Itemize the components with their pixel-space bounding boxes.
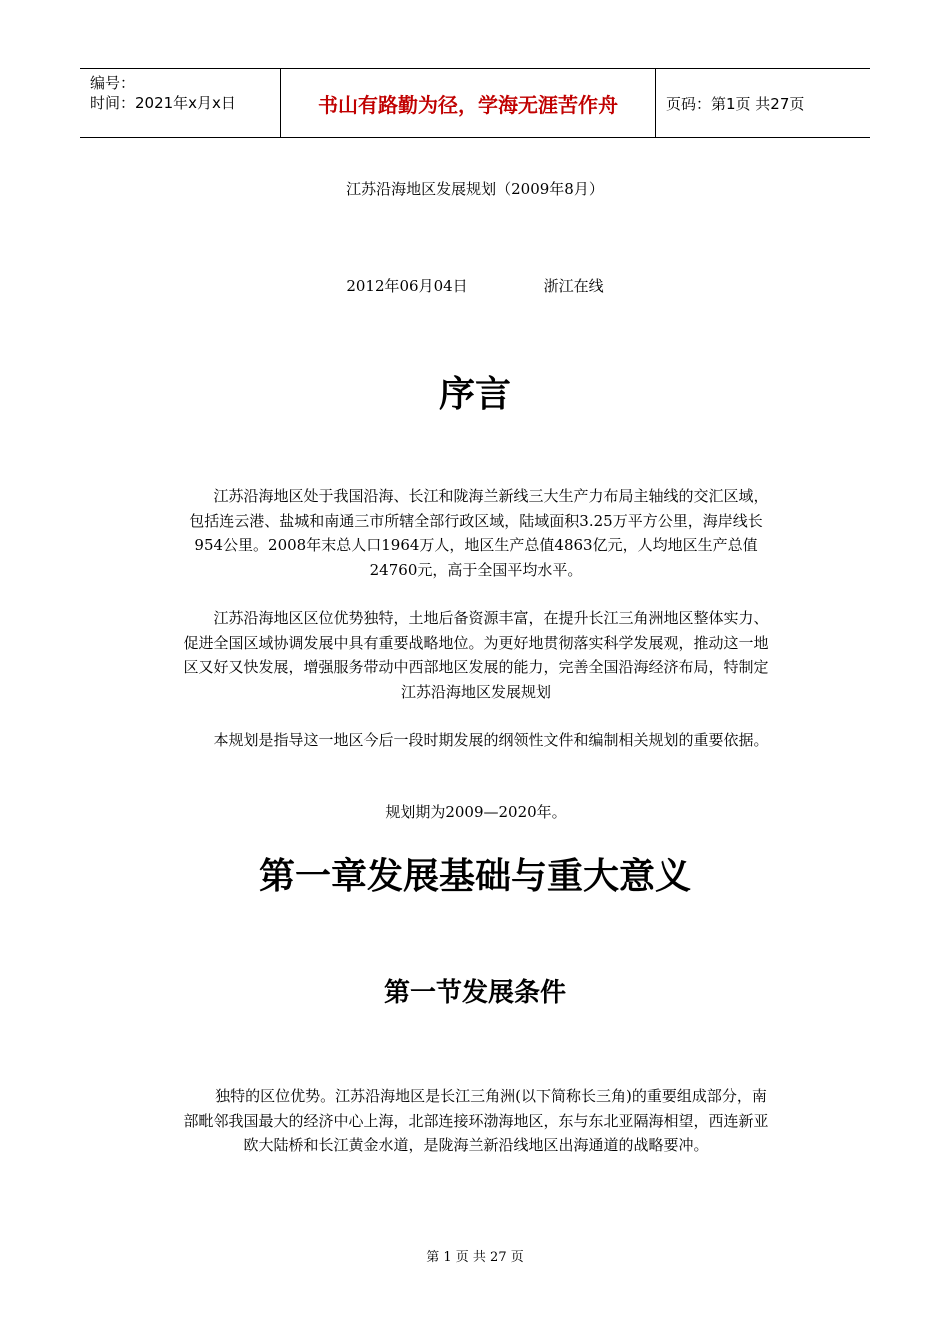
chapter-title: 第一章发展基础与重大意义	[258, 856, 691, 897]
section-title: 第一节发展条件	[383, 978, 566, 1008]
header-motto: 书山有路勤为径，学海无涯苦作舟	[280, 69, 656, 137]
header-meta	[80, 69, 280, 137]
section-paragraph: 独特的区位优势。江苏沿海地区是长江三角洲(以下简称长三角)的重要组成部分，南部毗邻我国最大的经济中心上海，北部连接环渤海地区，东与东北亚隔海相望，西连新亚欧大陆桥和长江黄金水道，是陇海兰新沿线地区出海通道的战略要冲。	[183, 1087, 769, 1154]
time-label: 时间：2021年x月x日	[90, 94, 236, 112]
publish-source: 浙江在线	[543, 277, 604, 295]
page-header	[80, 68, 870, 138]
page-footer: 第 1 页 共 27 页	[426, 1250, 524, 1265]
preface-paragraph-2: 江苏沿海地区区位优势独特，土地后备资源丰富，在提升长江三角洲地区整体实力、促进全国区域协调发展中具有重要战略地位。为更好地贯彻落实科学发展观，推动这一地区又好又快发展，增强服务带动中西部地区发展的能力，完善全国沿海经济布局，特制定江苏沿海地区发展规划	[183, 609, 769, 701]
publish-date: 2012年06月04日	[346, 277, 468, 295]
preface-paragraph-3: 本规划是指导这一地区今后一段时期发展的纲领性文件和编制相关规划的重要依据。	[213, 731, 769, 749]
document-subtitle: 江苏沿海地区发展规划（2009年8月）	[346, 180, 604, 198]
header-page-code: 页码：第1页 共27页	[666, 94, 805, 113]
preface-title: 序言	[438, 374, 511, 415]
preface-paragraph-4: 规划期为2009—2020年。	[385, 803, 567, 821]
dateline	[0, 275, 950, 296]
preface-paragraph-1: 江苏沿海地区处于我国沿海、长江和陇海兰新线三大生产力布局主轴线的交汇区域，包括连云港、盐城和南通三市所辖全部行政区域，陆域面积3.25万平方公里，海岸线长954公里。2008年末总人口1964万人，地区生产总值4863亿元，人均地区生产总值24760元，高于全国平均水平。	[189, 487, 769, 579]
number-label: 编号：	[90, 74, 136, 92]
